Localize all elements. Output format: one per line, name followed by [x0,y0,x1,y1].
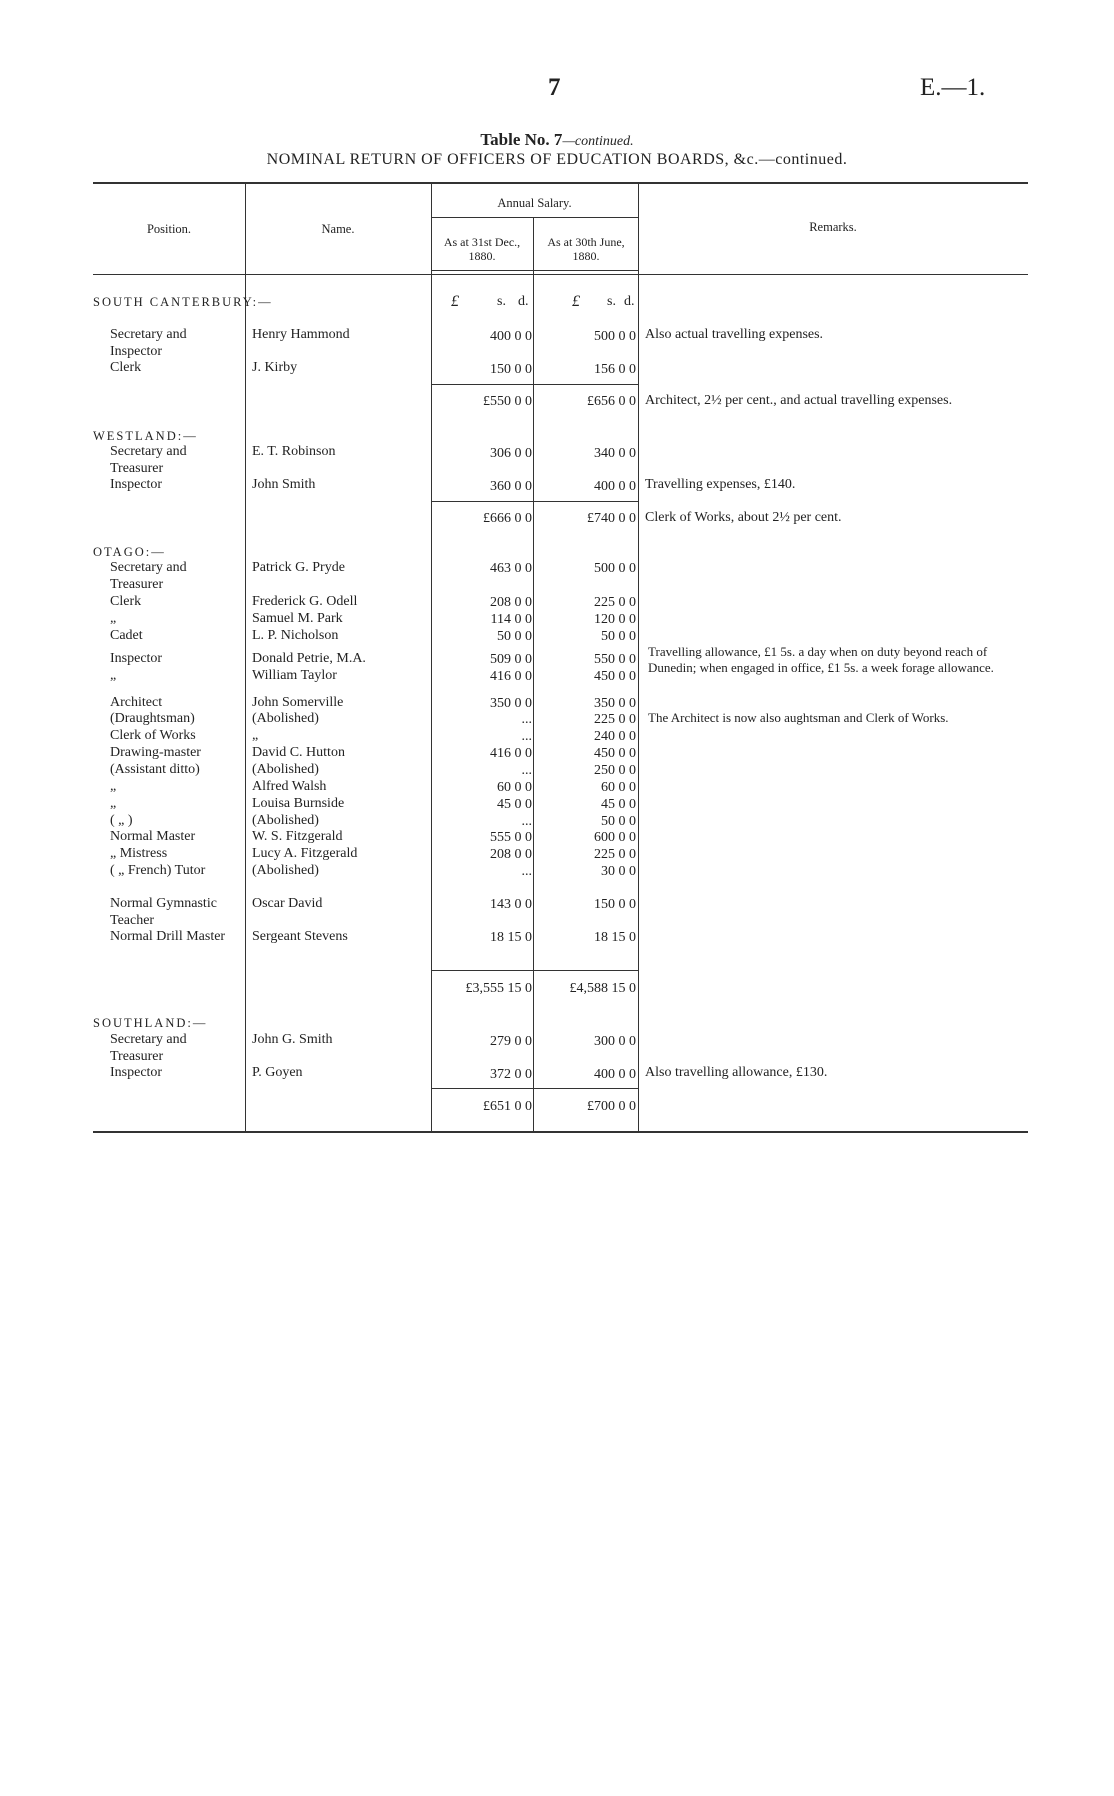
salary-dec-cell: 150 0 0 [490,362,532,377]
position-cell: „ Mistress [110,846,168,861]
name-cell: William Taylor [252,668,337,683]
salary-june-cell: 450 0 0 [594,746,636,761]
table-bottom-rule [93,1131,1028,1133]
name-cell: Frederick G. Odell [252,594,358,609]
section-heading-south-canterbury: SOUTH CANTERBURY:— [93,295,273,309]
salary-header-bottom-rule [431,270,638,271]
name-cell: (Abolished) [252,863,319,878]
salary-june-cell: 400 0 0 [594,479,636,494]
header-annual-salary: Annual Salary. [497,196,572,210]
salary-june-cell: 225 0 0 [594,712,636,727]
salary-dec-cell: 350 0 0 [490,696,532,711]
position-cell: Clerk [110,360,142,375]
salary-june-cell: 45 0 0 [601,797,636,812]
salary-june-cell: 250 0 0 [594,763,636,778]
name-cell: Patrick G. Pryde [252,560,345,575]
pound-header-june: £ [572,293,580,310]
salary-dec-cell: 463 0 0 [490,561,532,576]
salary-june-cell: 450 0 0 [594,669,636,684]
pence-header-june: d. [624,294,635,309]
salary-june-cell: 550 0 0 [594,652,636,667]
name-cell: Samuel M. Park [252,611,343,626]
remarks-architect: The Architect is now also aughtsman and Clerk of Works. [648,710,949,725]
pound-header-dec: £ [451,293,459,310]
salary-dec-cell: ... [521,729,532,744]
header-as-at-dec: As at 31st Dec., 1880. [443,235,521,263]
pence-header-dec: d. [518,294,529,309]
shilling-header-dec: s. [497,294,506,309]
position-cell: Secretary and Treasurer [110,1032,187,1064]
header-name: Name. [321,222,355,236]
name-cell: (Abolished) [252,762,319,777]
salary-june-cell: 120 0 0 [594,612,636,627]
header-as-at-june: As at 30th June, 1880. [547,235,625,263]
document-reference: E.—1. [920,74,986,101]
table-title [0,130,1114,150]
remarks-cell: Travelling expenses, £140. [645,477,796,492]
page-number: 7 [548,74,561,101]
salary-june-cell: 600 0 0 [594,830,636,845]
salary-dec-cell: 509 0 0 [490,652,532,667]
position-cell: Secretary and Treasurer [110,560,187,592]
total-june-cell: £740 0 0 [587,511,636,526]
name-cell: (Abolished) [252,813,319,828]
total-dec-cell: £550 0 0 [483,394,532,409]
position-cell: Normal Drill Master [110,929,226,944]
name-cell: Lucy A. Fitzgerald [252,846,358,861]
table-title-continued: —continued. [562,134,634,149]
position-cell: Clerk of Works [110,728,196,743]
position-cell: Normal Gymnastic Teacher [110,896,217,928]
salary-dec-cell: ... [521,864,532,879]
position-cell: Inspector [110,1065,163,1080]
position-cell: Secretary and Inspector [110,327,187,359]
salary-june-cell: 240 0 0 [594,729,636,744]
salary-dec-cell: 400 0 0 [490,329,532,344]
subtotal-rule [431,970,638,971]
salary-dec-cell: 60 0 0 [497,780,532,795]
remarks-inspector: Travelling allowance, £1 5s. a day when on duty beyond reach of Dunedin; when engaged in office, £1 5s. a week forage allowance. [648,644,994,675]
position-cell: (Draughtsman) [110,711,195,726]
position-cell: Cadet [110,628,143,643]
position-cell: Secretary and Treasurer [110,444,187,476]
salary-june-cell: 340 0 0 [594,446,636,461]
position-cell: „ [110,796,117,811]
name-cell: Alfred Walsh [252,779,327,794]
name-cell: W. S. Fitzgerald [252,829,343,844]
salary-june-cell: 350 0 0 [594,696,636,711]
salary-june-cell: 500 0 0 [594,329,636,344]
salary-header-rule [431,217,638,218]
salary-june-cell: 400 0 0 [594,1067,636,1082]
salary-dec-cell: 208 0 0 [490,847,532,862]
salary-dec-cell: ... [521,814,532,829]
salary-dec-cell: 360 0 0 [490,479,532,494]
table-title-text: Table No. 7 [480,130,563,149]
total-dec-cell: £651 0 0 [483,1099,532,1114]
salary-june-cell: 500 0 0 [594,561,636,576]
remarks-cell: Clerk of Works, about 2½ per cent. [645,510,842,525]
salary-dec-cell: 372 0 0 [490,1067,532,1082]
position-cell: Architect [110,695,163,710]
salary-june-cell: 30 0 0 [601,864,636,879]
total-june-cell: £656 0 0 [587,394,636,409]
salary-june-cell: 150 0 0 [594,897,636,912]
salary-dec-cell: 416 0 0 [490,746,532,761]
salary-dec-cell: 18 15 0 [490,930,532,945]
name-cell: „ [252,728,259,743]
name-cell: L. P. Nicholson [252,628,339,643]
table-subtitle: NOMINAL RETURN OF OFFICERS OF EDUCATION BOARDS, &c.—continued. [266,151,848,168]
table-top-rule [93,182,1028,184]
total-dec-cell: £3,555 15 0 [465,981,532,996]
position-cell: (Assistant ditto) [110,762,200,777]
total-dec-cell: £666 0 0 [483,511,532,526]
salary-june-cell: 50 0 0 [601,629,636,644]
name-cell: Oscar David [252,896,323,911]
section-heading-southland: SOUTHLAND:— [93,1016,208,1030]
salary-june-cell: 50 0 0 [601,814,636,829]
name-cell: Louisa Burnside [252,796,345,811]
remarks-cell: Also travelling allowance, £130. [645,1065,828,1080]
col-divider-4 [638,184,639,1131]
name-cell: P. Goyen [252,1065,303,1080]
position-cell: ( „ French) Tutor [110,863,206,878]
shilling-header-june: s. [607,294,616,309]
salary-dec-cell: 114 0 0 [490,612,532,627]
salary-june-cell: 60 0 0 [601,780,636,795]
section-heading-westland: WESTLAND:— [93,429,198,443]
subtotal-rule [431,501,638,502]
name-cell: John Somerville [252,695,344,710]
name-cell: Henry Hammond [252,327,350,342]
position-cell: Drawing-master [110,745,201,760]
position-cell: Clerk [110,594,142,609]
salary-dec-cell: ... [521,763,532,778]
salary-june-cell: 300 0 0 [594,1034,636,1049]
position-cell: „ [110,668,117,683]
total-june-cell: £700 0 0 [587,1099,636,1114]
subtotal-rule [431,1088,638,1089]
salary-june-cell: 225 0 0 [594,847,636,862]
salary-dec-cell: 50 0 0 [497,629,532,644]
name-cell: John Smith [252,477,316,492]
remarks-cell: Architect, 2½ per cent., and actual travelling expenses. [645,393,953,408]
name-cell: Sergeant Stevens [252,929,348,944]
header-bottom-rule [93,274,1028,275]
name-cell: Donald Petrie, M.A. [252,651,366,666]
header-position: Position. [146,222,192,236]
col-divider-1 [245,184,246,1131]
salary-dec-cell: 306 0 0 [490,446,532,461]
total-june-cell: £4,588 15 0 [569,981,636,996]
salary-dec-cell: 279 0 0 [490,1034,532,1049]
salary-dec-cell: 208 0 0 [490,595,532,610]
name-cell: David C. Hutton [252,745,345,760]
name-cell: (Abolished) [252,711,319,726]
name-cell: John G. Smith [252,1032,333,1047]
header-remarks: Remarks. [809,220,857,234]
salary-dec-cell: 143 0 0 [490,897,532,912]
position-cell: ( „ ) [110,813,133,828]
name-cell: E. T. Robinson [252,444,336,459]
position-cell: „ [110,611,117,626]
salary-june-cell: 225 0 0 [594,595,636,610]
remarks-cell: Also actual travelling expenses. [645,327,824,342]
position-cell: Inspector [110,477,163,492]
position-cell: Normal Master [110,829,196,844]
salary-june-cell: 18 15 0 [594,930,636,945]
section-heading-otago: OTAGO:— [93,545,166,559]
position-cell: Inspector [110,651,163,666]
salary-dec-cell: ... [521,712,532,727]
name-cell: J. Kirby [252,360,298,375]
salary-dec-cell: 416 0 0 [490,669,532,684]
salary-dec-cell: 555 0 0 [490,830,532,845]
subtotal-rule [431,384,638,385]
salary-june-cell: 156 0 0 [594,362,636,377]
salary-dec-cell: 45 0 0 [497,797,532,812]
position-cell: „ [110,779,117,794]
col-divider-3 [533,218,534,1131]
